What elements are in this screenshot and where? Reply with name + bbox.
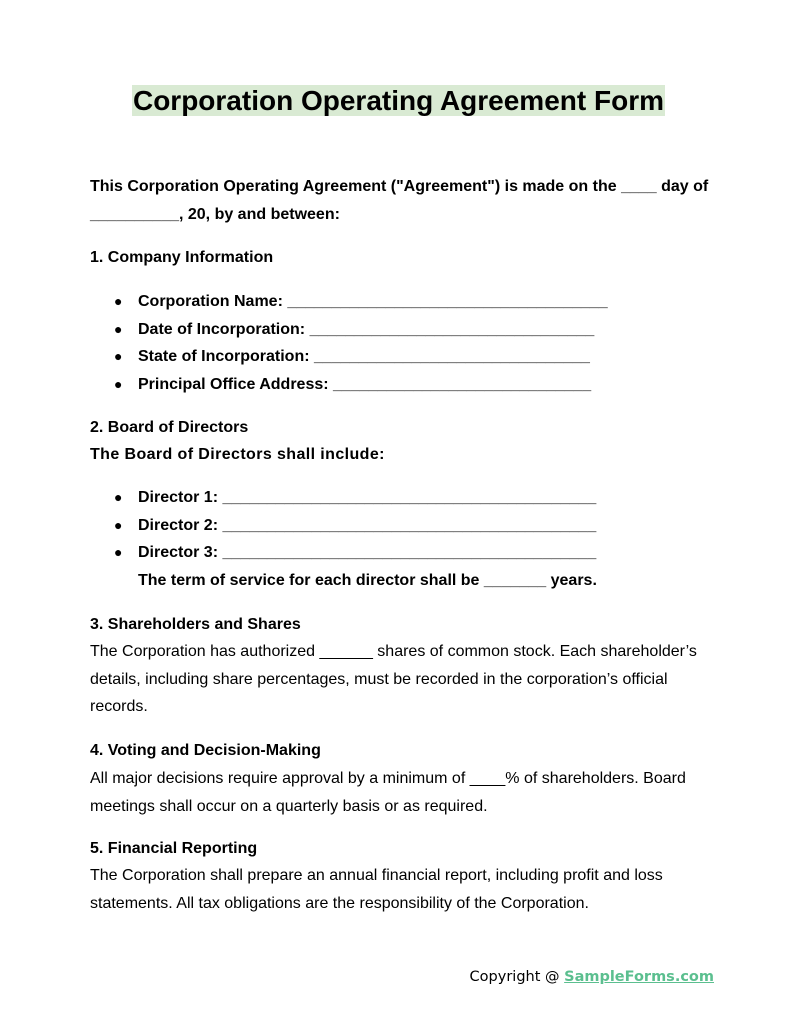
section3-heading: 3. Shareholders and Shares	[90, 616, 301, 633]
section1-heading: 1. Company Information	[90, 249, 274, 266]
bullet-icon: ●	[114, 348, 123, 364]
blank-field[interactable]: _______________________________	[314, 348, 590, 365]
section2-subheading: The Board of Directors shall include:	[90, 446, 385, 463]
copyright-text: Copyright @	[469, 969, 565, 985]
list-item: ● Principal Office Address: _____________________________	[90, 371, 720, 399]
directors-list	[90, 484, 720, 594]
blank-field[interactable]: _____________________________	[333, 375, 592, 393]
director-term: The term of service for each director shall be _______ years.	[138, 571, 597, 589]
page-title	[0, 84, 797, 118]
section4-heading: 4. Voting and Decision-Making	[90, 742, 321, 759]
blank-field[interactable]: __________________________________________	[222, 489, 597, 506]
section5-text: The Corporation shall prepare an annual financial report, including profit and loss statements. All tax obligations are the responsibility of the Corporation.	[90, 867, 663, 912]
section5-heading: 5. Financial Reporting	[90, 840, 258, 857]
list-item: ● Director 1: __________________________________________	[90, 484, 720, 512]
sampleforms-link[interactable]: SampleForms.com	[564, 969, 714, 985]
bullet-icon: ●	[114, 320, 123, 337]
bullet-icon: ●	[114, 544, 123, 560]
bullet-icon: ●	[114, 516, 123, 533]
section4-text: All major decisions require approval by a minimum of ____% of shareholders. Board meetings shall occur on a quarterly basis or as required.	[90, 770, 686, 815]
title-text: Corporation Operating Agreement Form	[132, 85, 664, 116]
bullet-icon: ●	[114, 489, 123, 505]
section2-heading: 2. Board of Directors	[90, 419, 249, 436]
blank-field[interactable]: __________________________________________	[222, 544, 597, 561]
blank-field[interactable]: __________________________________________	[222, 516, 597, 534]
company-info-list	[90, 288, 720, 398]
list-item: ● Director 2: __________________________________________	[90, 512, 720, 540]
bullet-icon: ●	[114, 375, 123, 392]
list-item: ● Date of Incorporation: ________________________________	[90, 316, 720, 344]
blank-field[interactable]: ____________________________________	[287, 293, 608, 310]
bullet-icon: ●	[114, 293, 123, 309]
list-item: ● Corporation Name: ____________________________________	[90, 288, 720, 316]
section3-text: The Corporation has authorized ______ shares of common stock. Each shareholder’s details, including share percentages, must be recorded in the corporation’s official records.	[90, 643, 697, 715]
list-item: ● State of Incorporation: _______________________________	[90, 343, 720, 371]
list-item: ● Director 3: __________________________________________	[90, 539, 720, 567]
footer-copyright	[470, 966, 714, 988]
blank-field[interactable]: ________________________________	[309, 320, 595, 338]
intro-paragraph: This Corporation Operating Agreement ("Agreement") is made on the ____ day of __________, 20, by and between:	[90, 178, 709, 223]
